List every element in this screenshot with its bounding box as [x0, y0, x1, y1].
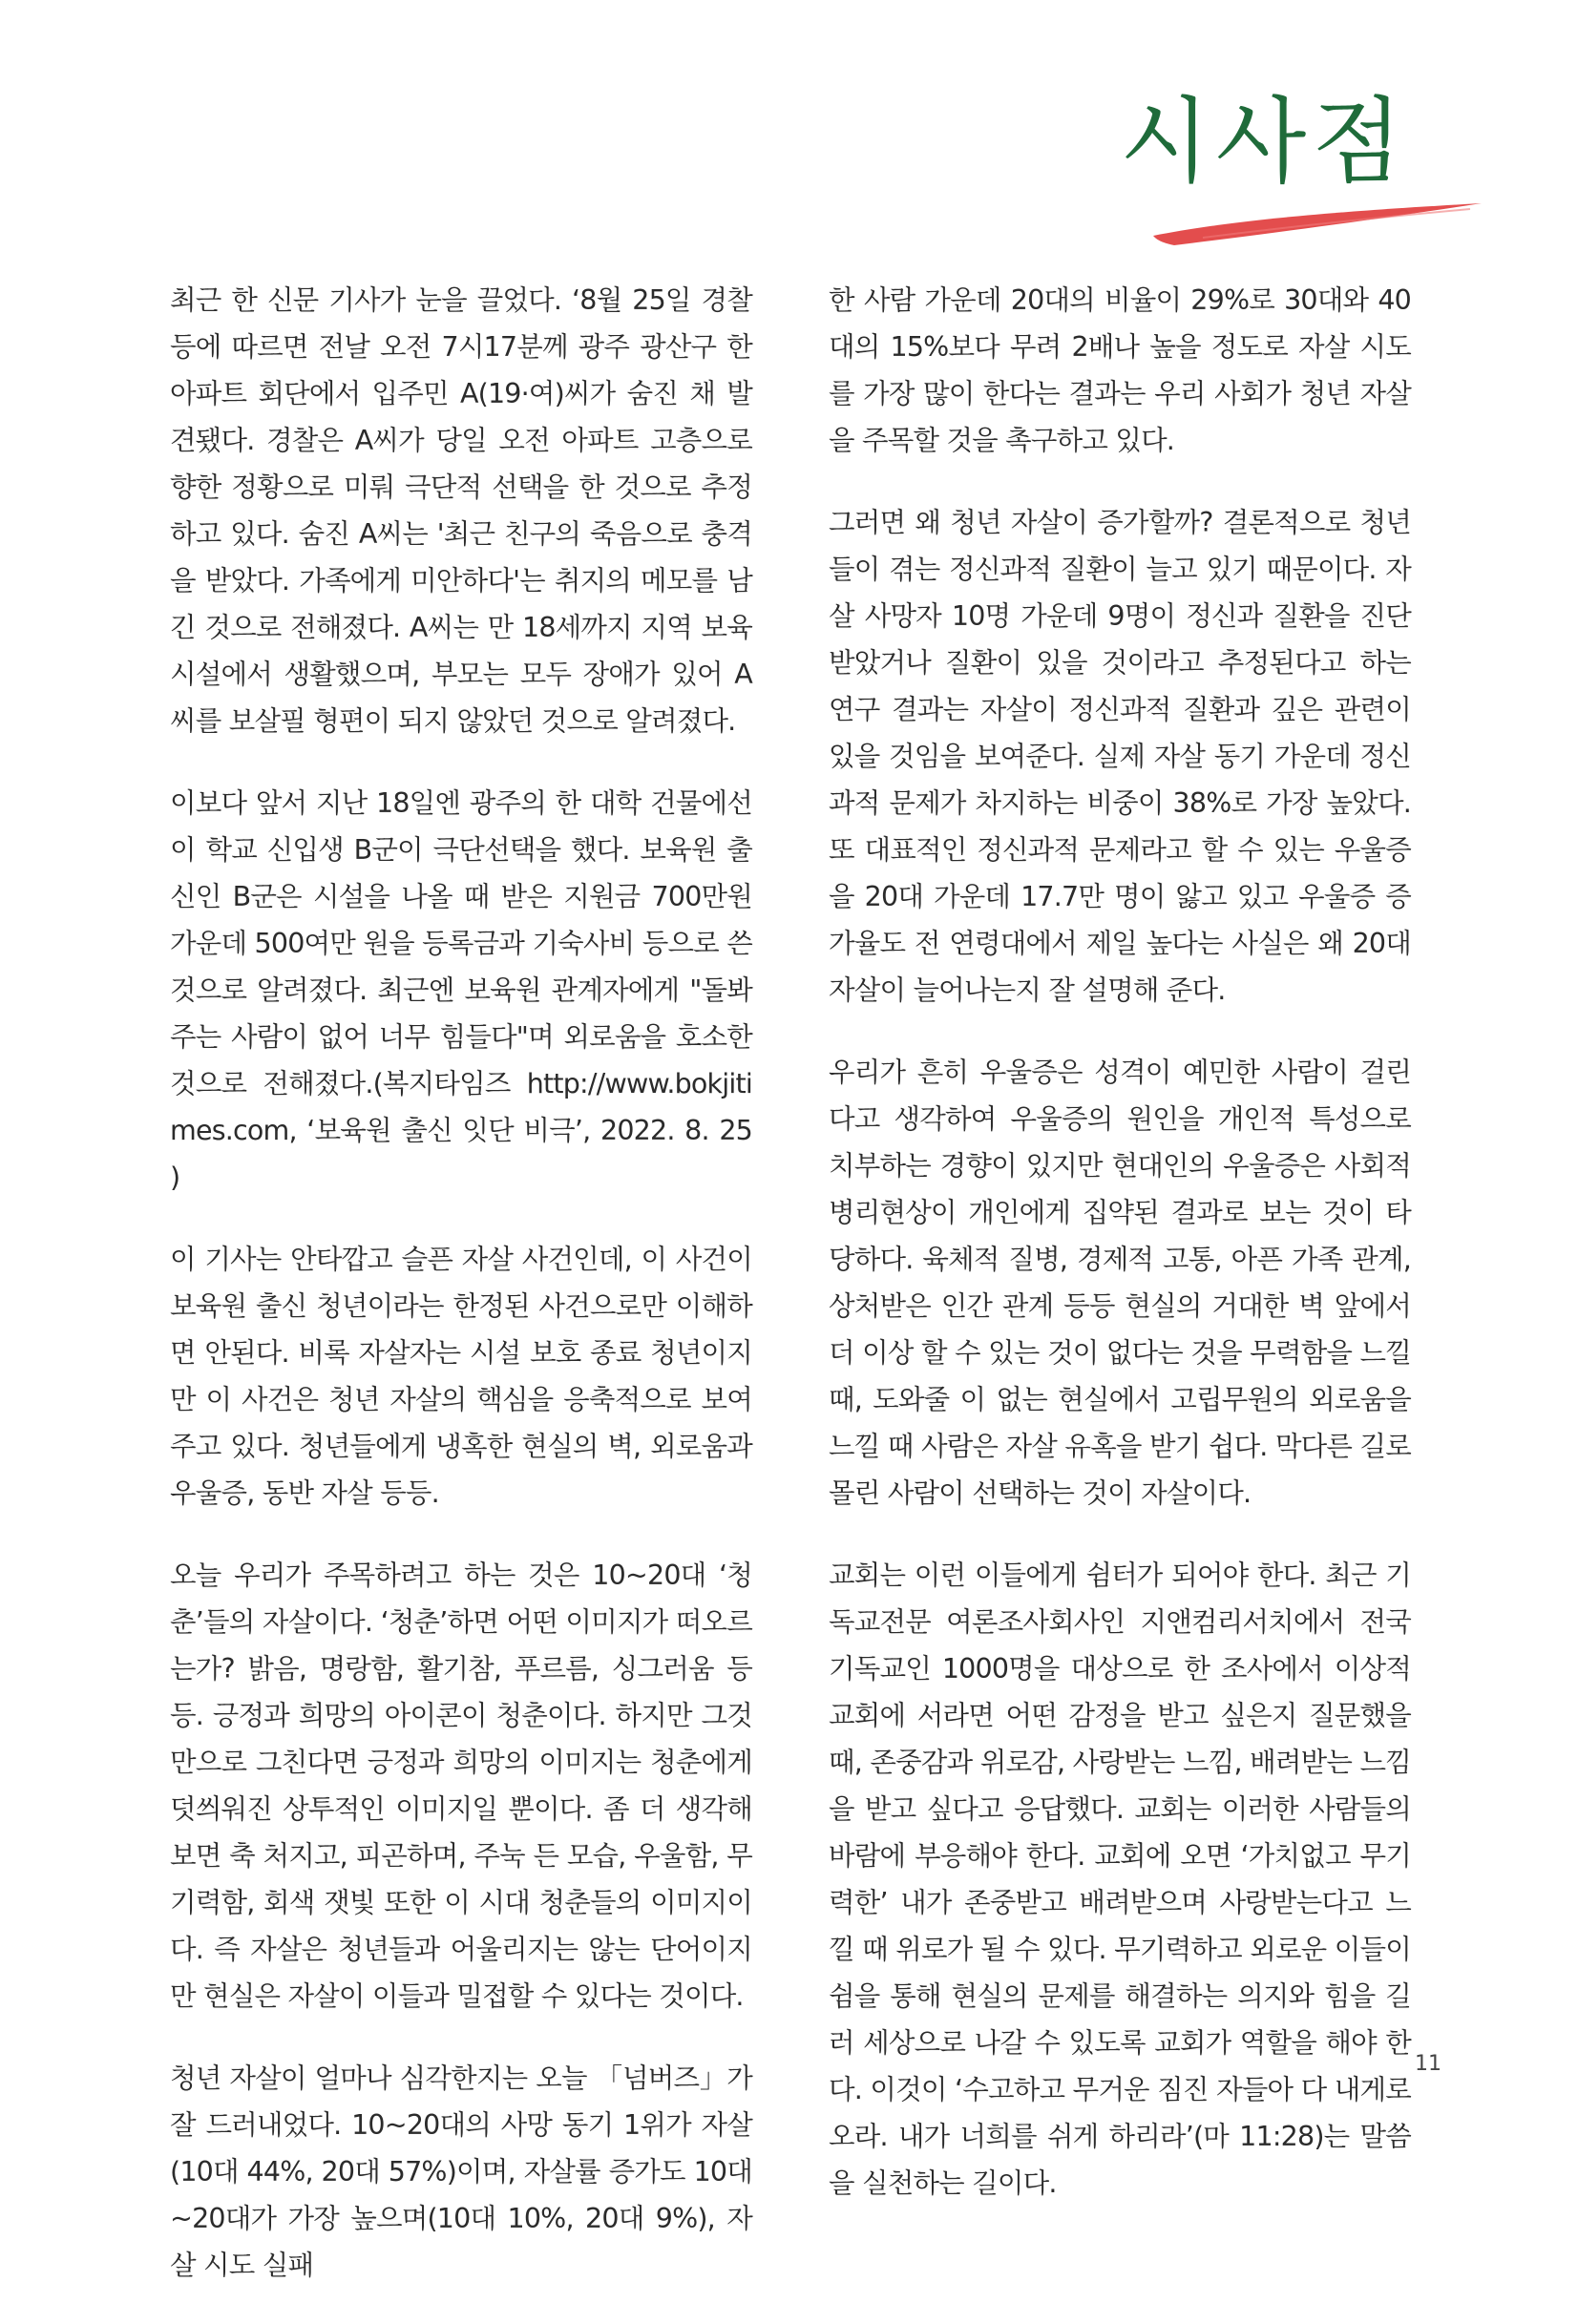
paragraph: 우리가 흔히 우울증은 성격이 예민한 사람이 걸린다고 생각하여 우울증의 원인을 개인적 특성으로 치부하는 경향이 있지만 현대인의 우울증은 사회적 병리현상이 개인에게 집약된 결과로 보는 것이 타당하다. 육체적 질병, 경제적 고통, 아픈 가족 관계, 상처받은 인간 관계 등등 현실의 거대한 벽 앞에서 더 이상 할 수 있는 것이 없다는 것을 무력함을 느낄 때, 도와줄 이 없는 현실에서 고립무원의 외로움을 느낄 때 사람은 자살 유혹을 받기 쉽다. 막다른 길로 몰린 사람이 선택하는 것이 자살이다.	[829, 1057, 1411, 1509]
page-number: 11	[1415, 2052, 1441, 2076]
paragraph: 청년 자살이 얼마나 심각한지는 오늘 「넘버즈」가 잘 드러내었다. 10~20대의 사망 동기 1위가 자살(10대 44%, 20대 57%)이며, 자살률 증가도 10대~20대가 가장 높으며(10대 10%, 20대 9%), 자살 시도 실패	[170, 2062, 752, 2281]
paragraph: 오늘 우리가 주목하려고 하는 것은 10~20대 ‘청춘’들의 자살이다. ‘청춘’하면 어떤 이미지가 떠오르는가? 밝음, 명랑함, 활기참, 푸르름, 싱그러움 등등. 긍정과 희망의 아이콘이 청춘이다. 하지만 그것만으로 그친다면 긍정과 희망의 이미지는 청춘에게 덧씌워진 상투적인 이미지일 뿐이다. 좀 더 생각해 보면 축 처지고, 피곤하며, 주눅 든 모습, 우울함, 무기력함, 회색 잿빛 또한 이 시대 청춘들의 이미지이다. 즉 자살은 청년들과 어울리지는 않는 단어이지만 현실은 자살이 이들과 밀접할 수 있다는 것이다.	[170, 1560, 752, 2012]
paragraph: 최근 한 신문 기사가 눈을 끌었다. ‘8월 25일 경찰 등에 따르면 전날 오전 7시17분께 광주 광산구 한 아파트 회단에서 입주민 A(19·여)씨가 숨진 채 발견됐다. 경찰은 A씨가 당일 오전 아파트 고층으로 향한 정황으로 미뤄 극단적 선택을 한 것으로 추정하고 있다. 숨진 A씨는 '최근 친구의 죽음으로 충격을 받았다. 가족에게 미안하다'는 취지의 메모를 남긴 것으로 전해졌다. A씨는 만 18세까지 지역 보육시설에서 생활했으며, 부모는 모두 장애가 있어 A씨를 보살필 형편이 되지 않았던 것으로 알려졌다.	[170, 284, 752, 737]
paragraph: 교회는 이런 이들에게 쉼터가 되어야 한다. 최근 기독교전문 여론조사회사인 지앤컴리서치에서 전국 기독교인 1000명을 대상으로 한 조사에서 이상적 교회에 서라면 어떤 감정을 받고 싶은지 질문했을 때, 존중감과 위로감, 사랑받는 느낌, 배려받는 느낌을 받고 싶다고 응답했다. 교회는 이러한 사람들의 바람에 부응해야 한다. 교회에 오면 ‘가치없고 무기력한’ 내가 존중받고 배려받으며 사랑받는다고 느낄 때 위로가 될 수 있다. 무기력하고 외로운 이들이 쉼을 통해 현실의 문제를 해결하는 의지와 힘을 길러 세상으로 나갈 수 있도록 교회가 역할을 해야 한다. 이것이 ‘수고하고 무거운 짐진 자들아 다 내게로 오라. 내가 너희를 쉬게 하리라’(마 11:28)는 말씀을 실천하는 길이다.	[829, 1560, 1411, 2199]
paragraph: 그러면 왜 청년 자살이 증가할까? 결론적으로 청년들이 겪는 정신과적 질환이 늘고 있기 때문이다. 자살 사망자 10명 가운데 9명이 정신과 질환을 진단받았거나 질환이 있을 것이라고 추정된다고 하는 연구 결과는 자살이 정신과적 질환과 깊은 관련이 있을 것임을 보여준다. 실제 자살 동기 가운데 정신과적 문제가 차지하는 비중이 38%로 가장 높았다. 또 대표적인 정신과적 문제라고 할 수 있는 우울증을 20대 가운데 17.7만 명이 앓고 있고 우울증 증가율도 전 연령대에서 제일 높다는 사실은 왜 20대 자살이 늘어나는지 잘 설명해 준다.	[829, 507, 1411, 1006]
right-column	[829, 277, 1411, 2242]
page-title: 시사점	[1119, 88, 1408, 197]
left-column	[170, 277, 752, 2324]
paragraph: 이 기사는 안타깝고 슬픈 자살 사건인데, 이 사건이 보육원 출신 청년이라는 한정된 사건으로만 이해하면 안된다. 비록 자살자는 시설 보호 종료 청년이지만 이 사건은 청년 자살의 핵심을 응축적으로 보여 주고 있다. 청년들에게 냉혹한 현실의 벽, 외로움과 우울증, 동반 자살 등등.	[170, 1244, 752, 1509]
paragraph: 한 사람 가운데 20대의 비율이 29%로 30대와 40대의 15%보다 무려 2배나 높을 정도로 자살 시도를 가장 많이 한다는 결과는 우리 사회가 청년 자살을 주목할 것을 촉구하고 있다.	[829, 284, 1411, 456]
paragraph: 이보다 앞서 지난 18일엔 광주의 한 대학 건물에선 이 학교 신입생 B군이 극단선택을 했다. 보육원 출신인 B군은 시설을 나올 때 받은 지원금 700만원 가운데 500여만 원을 등록금과 기숙사비 등으로 쓴 것으로 알려졌다. 최근엔 보육원 관계자에게 "돌봐주는 사람이 없어 너무 힘들다"며 외로움을 호소한 것으로 전해졌다.(복지타임즈 http://www.bokjitimes.com, ‘보육원 출신 잇단 비극’, 2022. 8. 25 )	[170, 787, 752, 1193]
red-brush-stroke	[1146, 196, 1489, 253]
